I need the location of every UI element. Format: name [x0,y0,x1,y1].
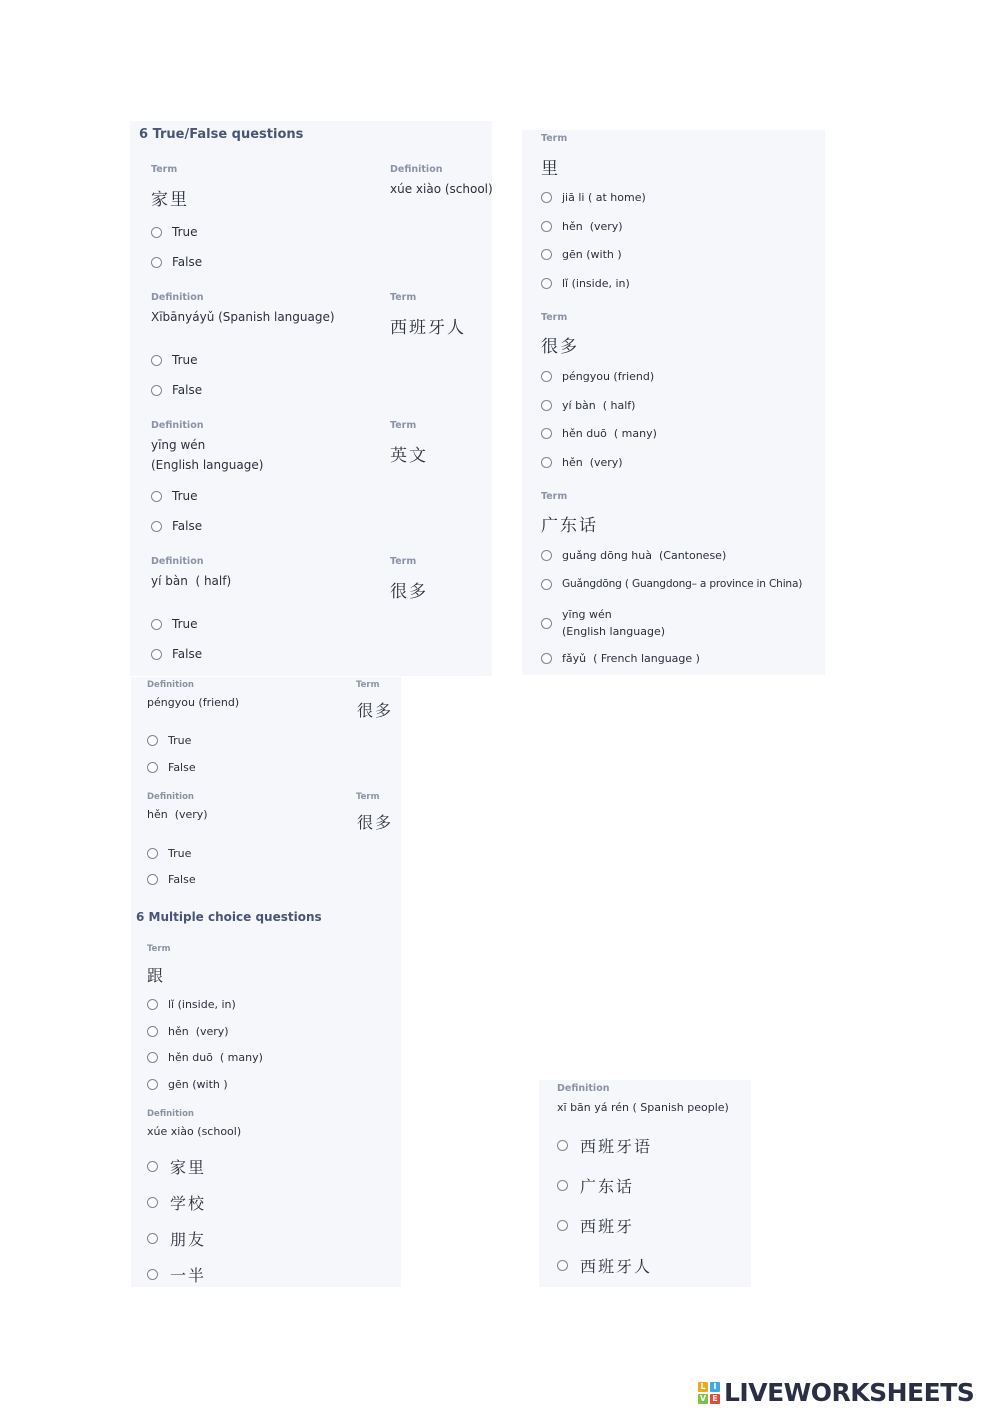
term-label: Term [356,680,380,690]
radio-icon[interactable] [147,1161,158,1172]
radio-icon[interactable] [151,649,162,660]
choice-option[interactable] [147,1263,206,1286]
option-label: 西班牙 [580,1217,635,1236]
option-label: fǎyǔ ( French language ) [562,652,700,665]
definition-text: yí bàn ( half) [151,574,232,588]
option-label: True [172,489,198,503]
radio-icon[interactable] [541,457,552,468]
definition-text: xī bān yá rén ( Spanish people) [557,1101,729,1114]
radio-icon[interactable] [557,1180,568,1191]
definition-label: Definition [151,556,204,567]
radio-icon[interactable] [541,400,552,411]
choice-option[interactable] [147,1155,206,1178]
radio-icon[interactable] [147,762,158,773]
true-option[interactable] [151,353,198,367]
option-label: 家里 [170,1158,207,1177]
choice-option[interactable] [147,1227,206,1250]
option-label [562,606,665,640]
definition-text-line1: yīng wén [151,438,206,452]
definition-text: Xībānyáyǔ (Spanish language) [151,310,335,324]
choice-option[interactable] [147,998,236,1011]
choice-option[interactable] [541,191,646,204]
option-label: True [172,225,198,239]
choice-option[interactable] [541,578,802,590]
option-label: True [172,617,198,631]
radio-icon[interactable] [541,221,552,232]
option-label: True [172,353,198,367]
term-text: 家里 [151,190,189,210]
definition-label: Definition [147,792,194,802]
mc-panel-right [522,130,825,675]
radio-icon[interactable] [557,1140,568,1151]
term-label: Term [541,133,568,144]
option-label-line2: (English language) [562,625,666,638]
option-label: False [168,761,196,774]
term-text: 很多 [541,337,579,357]
choice-option[interactable] [541,652,700,665]
option-label: hěn (very) [168,1025,229,1038]
option-label: 朋友 [170,1230,207,1249]
option-label: False [172,255,203,269]
liveworksheets-logo [698,1378,974,1407]
choice-option[interactable] [557,1174,634,1197]
radio-icon[interactable] [151,385,162,396]
term-text: 很多 [357,813,394,832]
false-option[interactable] [147,761,196,774]
radio-icon[interactable] [147,1052,158,1063]
radio-icon[interactable] [147,999,158,1010]
option-label: 学校 [170,1194,207,1213]
option-label: False [172,519,203,533]
radio-icon[interactable] [147,1197,158,1208]
choice-option[interactable] [147,1191,206,1214]
radio-icon[interactable] [541,618,552,629]
radio-icon[interactable] [151,491,162,502]
choice-option[interactable] [541,456,623,469]
term-text: 很多 [390,582,428,602]
option-label: 西班牙人 [580,1257,653,1276]
radio-icon[interactable] [541,249,552,260]
radio-icon[interactable] [151,227,162,238]
logo-text: LIVEWORKSHEETS [724,1378,975,1407]
option-label: False [172,383,203,397]
option-label: hěn duō ( many) [562,427,657,440]
definition-text: xúe xiào (school) [390,182,493,196]
term-label: Term [147,944,171,954]
choice-option[interactable] [147,1025,229,1038]
option-label: hěn (very) [562,456,623,469]
radio-icon[interactable] [557,1220,568,1231]
radio-icon[interactable] [557,1260,568,1271]
definition-label: Definition [151,292,204,303]
term-text: 广东话 [541,516,598,536]
option-label: guǎng dōng huà (Cantonese) [562,549,727,562]
term-label: Term [541,491,568,502]
option-label: hěn duō ( many) [168,1051,263,1064]
option-label: False [168,873,196,886]
tf-mc-panel-bottom [131,677,401,1287]
radio-icon[interactable] [151,521,162,532]
term-label: Term [390,420,417,431]
term-label: Term [541,312,568,323]
term-text: 英文 [390,446,428,466]
option-label: gēn (with ) [562,248,622,261]
term-label: Term [151,164,178,175]
term-label: Term [390,556,417,567]
logo-letter: L [698,1382,708,1392]
false-option[interactable] [151,519,202,533]
option-label: 西班牙语 [580,1137,653,1156]
radio-icon[interactable] [541,278,552,289]
false-option[interactable] [151,383,202,397]
option-label: True [168,734,192,747]
logo-letter: I [710,1382,720,1392]
tf-panel-top [130,121,492,676]
true-option[interactable] [151,225,198,239]
radio-icon[interactable] [147,1026,158,1037]
false-option[interactable] [151,647,202,661]
definition-text-line2: (English language) [151,458,264,472]
radio-icon[interactable] [541,428,552,439]
option-label: jiā li ( at home) [562,191,646,204]
option-label: True [168,847,192,860]
radio-icon[interactable] [541,371,552,382]
true-option[interactable] [151,489,198,503]
choice-option[interactable] [541,277,630,290]
option-label: 广东话 [580,1177,635,1196]
option-label: péngyou (friend) [562,370,655,383]
radio-icon[interactable] [151,355,162,366]
choice-option[interactable] [557,1254,652,1277]
term-text: 里 [541,159,560,179]
radio-icon[interactable] [541,653,552,664]
choice-option[interactable] [147,1051,263,1064]
radio-icon[interactable] [541,550,552,561]
choice-option[interactable] [557,1134,652,1157]
definition-label: Definition [147,1109,194,1119]
true-option[interactable] [147,734,191,747]
mc-panel-bottom-right [539,1080,751,1287]
choice-option[interactable] [541,248,622,261]
mc-heading: 6 Multiple choice questions [136,910,322,924]
radio-icon[interactable] [147,1269,158,1280]
option-label: False [172,647,203,661]
option-label-line1: yīng wén [562,608,612,621]
definition-text: xúe xiào (school) [147,1125,242,1138]
logo-letter: V [699,1393,707,1403]
term-text: 西班牙人 [390,318,466,338]
radio-icon[interactable] [151,619,162,630]
radio-icon[interactable] [147,1079,158,1090]
radio-icon[interactable] [147,848,158,859]
radio-icon[interactable] [541,192,552,203]
radio-icon[interactable] [147,874,158,885]
logo-mark-icon [698,1382,720,1404]
definition-text: hěn (very) [147,808,208,821]
radio-icon[interactable] [151,257,162,268]
definition-label: Definition [390,164,443,175]
term-text: 跟 [147,966,166,985]
option-label: 一半 [170,1266,207,1285]
choice-option[interactable] [147,1078,228,1091]
option-label: yí bàn ( half) [562,399,636,412]
choice-option[interactable] [541,370,654,383]
choice-option[interactable] [541,427,657,440]
logo-letter: E [710,1394,720,1404]
radio-icon[interactable] [147,735,158,746]
definition-label: Definition [151,420,204,431]
true-option[interactable] [147,847,191,860]
term-label: Term [356,792,380,802]
radio-icon[interactable] [147,1233,158,1244]
choice-option[interactable] [541,606,665,640]
option-label: lǐ (inside, in) [562,277,630,290]
tf-heading: 6 True/False questions [139,127,304,142]
choice-option[interactable] [557,1214,634,1237]
false-option[interactable] [151,255,202,269]
true-option[interactable] [151,617,198,631]
choice-option[interactable] [541,399,635,412]
option-label: lǐ (inside, in) [168,998,236,1011]
choice-option[interactable] [541,220,623,233]
choice-option[interactable] [541,549,726,562]
option-label: hěn (very) [562,220,623,233]
definition-label: Definition [147,680,194,690]
option-label: gēn (with ) [168,1078,228,1091]
false-option[interactable] [147,873,196,886]
radio-icon[interactable] [541,579,552,590]
term-text: 很多 [357,701,394,720]
term-label: Term [390,292,417,303]
option-label: Guǎngdōng ( Guangdong– a province in China) [562,578,803,590]
definition-label: Definition [557,1083,610,1094]
definition-text: péngyou (friend) [147,696,240,709]
